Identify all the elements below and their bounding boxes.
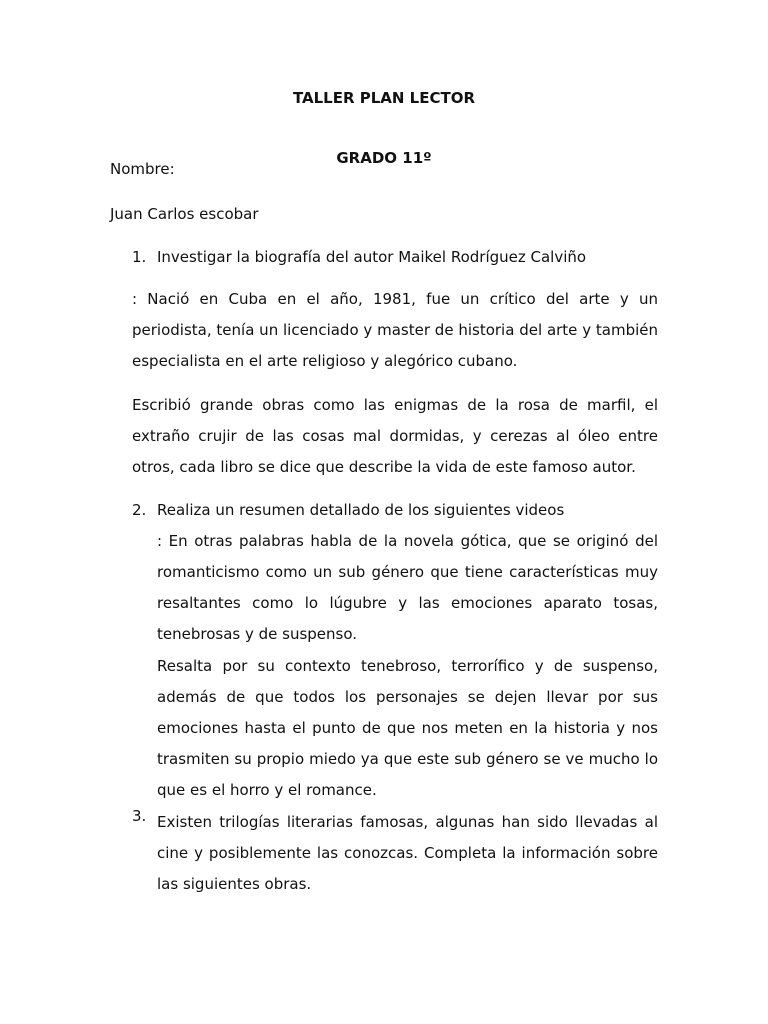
question-1-text: Investigar la biografía del autor Maikel Rodríguez Calviño xyxy=(157,248,587,266)
grade-heading: GRADO 11º xyxy=(336,149,432,167)
question-1-answer-paragraph-2: Escribió grande obras como las enigmas de la rosa de marfil, el extraño crujir de las cosas mal dormidas, y cerezas al óleo entre otros, cada libro se dice que describe la vida de este famoso autor. xyxy=(132,396,658,476)
question-2-answer-paragraph-1: : En otras palabras habla de la novela gótica, que se originó del romanticismo como un sub género que tiene características muy resaltantes como lo lúgubre y las emociones aparato tosas, tenebrosas y de suspenso. xyxy=(157,532,658,643)
question-1-number: 1. xyxy=(132,248,147,266)
question-3-text: Existen trilogías literarias famosas, algunas han sido llevadas al cine y posiblemente las conozcas. Completa la información sobre las siguientes obras. xyxy=(157,813,658,893)
question-1-answer-paragraph-1: : Nació en Cuba en el año, 1981, fue un crítico del arte y un periodista, tenía un licenciado y master de historia del arte y también especialista en el arte religioso y alegórico cubano. xyxy=(132,290,658,370)
question-3-number: 3. xyxy=(132,807,147,825)
document-title: TALLER PLAN LECTOR xyxy=(292,89,476,107)
question-2-number: 2. xyxy=(132,501,147,519)
student-name: Juan Carlos escobar xyxy=(110,205,259,223)
question-2-answer-paragraph-2: Resalta por su contexto tenebroso, terrorífico y de suspenso, además de que todos los personajes se dejen llevar por sus emociones hasta el punto de que nos meten en la historia y nos trasmiten su propio miedo ya que este sub género se ve mucho lo que es el horro y el romance. xyxy=(157,657,658,799)
name-label: Nombre: xyxy=(110,160,175,178)
question-2-text: Realiza un resumen detallado de los siguientes videos xyxy=(157,501,565,519)
